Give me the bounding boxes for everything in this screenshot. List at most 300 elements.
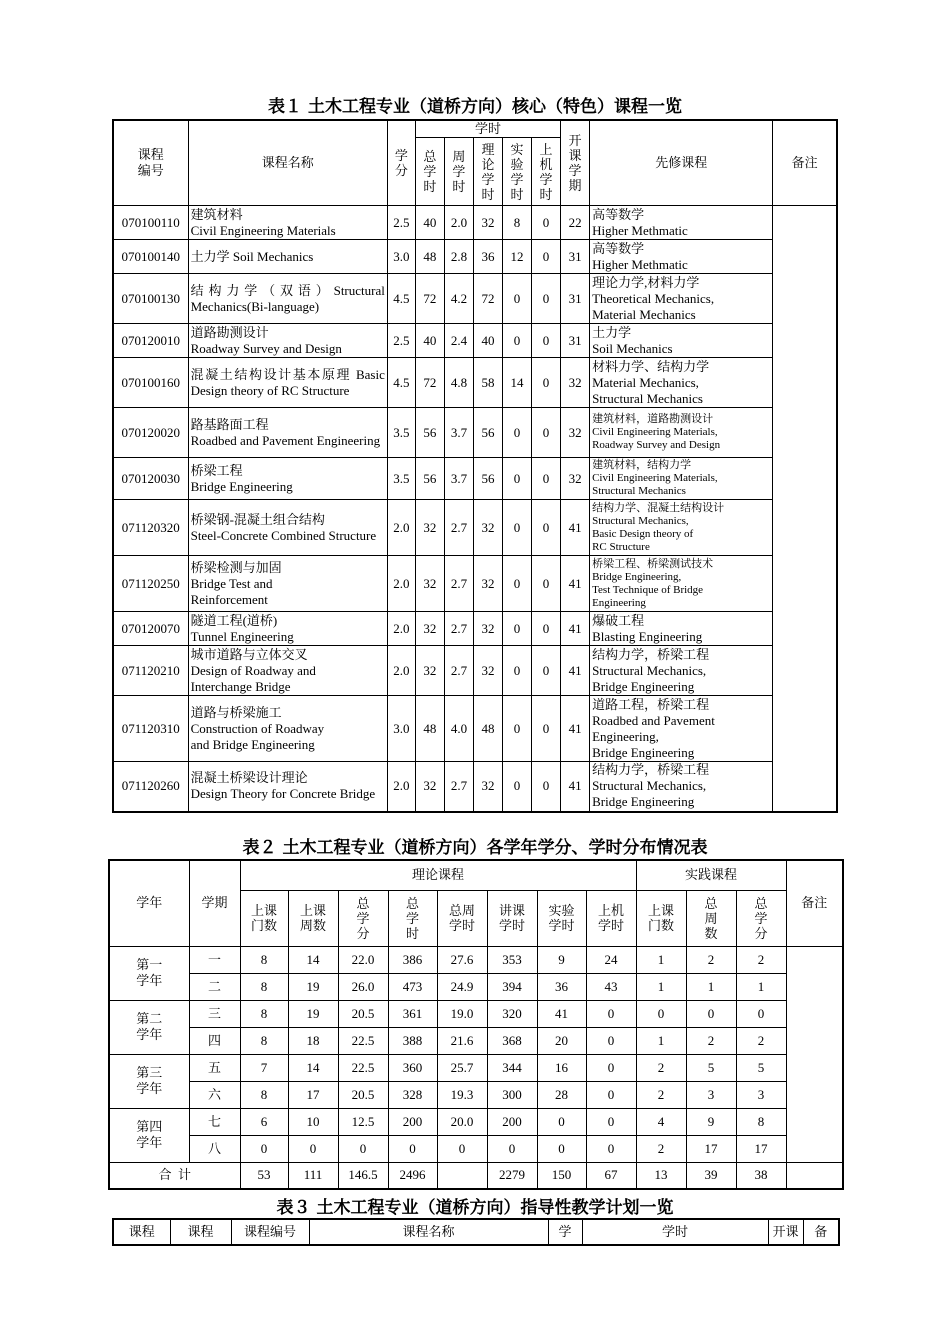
course-weekly: 4.8 [444,358,473,408]
col-term-header: 开 课 学 期 [561,120,590,206]
course-term: 41 [561,696,590,762]
course-credit: 2.0 [387,612,415,646]
course-lab: 8 [502,206,531,240]
course-lab: 0 [502,646,531,696]
course-lab: 0 [502,762,531,812]
course-theory: 58 [473,358,502,408]
course-term: 41 [561,762,590,812]
value-cell: 388 [388,1027,437,1054]
course-prereq: 土力学 Soil Mechanics [590,324,773,358]
value-cell: 5 [686,1054,736,1081]
remark-cell [773,206,837,812]
course-credit: 3.0 [387,240,415,274]
value-cell: 8 [240,946,288,973]
subcol-header: 总周 学时 [437,890,487,946]
course-code: 070100140 [113,240,188,274]
table3-title: 表３ 土木工程专业（道桥方向）指导性教学计划一览 [276,1198,674,1218]
term: 三 [189,1000,240,1027]
course-lab: 0 [502,408,531,458]
value-cell: 0 [388,1135,437,1162]
course-theory: 36 [473,240,502,274]
value-cell: 0 [586,1081,636,1108]
value-cell: 8 [240,1027,288,1054]
course-computer: 0 [532,458,561,500]
value-cell: 0 [338,1135,388,1162]
table-row [109,973,843,1000]
theory-group-header: 理论课程 [240,860,636,890]
total-value: 111 [288,1162,338,1189]
value-cell: 368 [487,1027,537,1054]
course-computer: 0 [532,612,561,646]
col-code-header: 课程 编号 [113,120,188,206]
value-cell: 19.0 [437,1000,487,1027]
value-cell: 0 [686,1000,736,1027]
plan-header: 课程名称 [309,1219,548,1245]
course-weekly: 3.7 [444,458,473,500]
value-cell: 20.5 [338,1000,388,1027]
course-lab: 0 [502,458,531,500]
value-cell: 0 [586,1027,636,1054]
school-year: 第四 学年 [109,1108,189,1162]
course-computer: 0 [532,240,561,274]
subcol-header: 实验 学时 [537,890,586,946]
course-term: 31 [561,240,590,274]
course-prereq: 建筑材料，结构力学 Civil Engineering Materials, Structural Mechanics [590,458,773,500]
subcol-header: 总 学 分 [338,890,388,946]
course-code: 070120070 [113,612,188,646]
course-computer: 0 [532,762,561,812]
course-code: 071120260 [113,762,188,812]
value-cell: 0 [586,1000,636,1027]
table-row [113,646,837,696]
value-cell: 20.0 [437,1108,487,1135]
course-credit: 2.0 [387,556,415,612]
value-cell: 353 [487,946,537,973]
course-computer: 0 [532,206,561,240]
table-row [113,696,837,762]
course-name: 隧道工程(道桥) Tunnel Engineering [188,612,387,646]
value-cell: 0 [437,1135,487,1162]
course-total: 32 [415,612,444,646]
table-row [109,1108,843,1135]
course-weekly: 2.7 [444,556,473,612]
course-theory: 32 [473,762,502,812]
table-row [113,408,837,458]
value-cell: 24.9 [437,973,487,1000]
total-value [437,1162,487,1189]
table-row [113,240,837,274]
col-weekly-header: 周 学 时 [444,138,473,206]
school-year: 第三 学年 [109,1054,189,1108]
course-total: 56 [415,408,444,458]
course-credit: 4.5 [387,358,415,408]
table-row [109,1000,843,1027]
course-weekly: 2.7 [444,500,473,556]
table-row [113,206,837,240]
col-remark-header: 备注 [773,120,837,206]
course-name: 桥梁检测与加固 Bridge Test and Reinforcement [188,556,387,612]
value-cell: 21.6 [437,1027,487,1054]
term: 六 [189,1081,240,1108]
value-cell: 17 [736,1135,786,1162]
course-prereq: 桥梁工程、桥梁测试技术 Bridge Engineering, Test Technique of Bridge Engineering [590,556,773,612]
value-cell: 300 [487,1081,537,1108]
course-theory: 56 [473,458,502,500]
value-cell: 200 [487,1108,537,1135]
value-cell: 17 [686,1135,736,1162]
plan-header: 课程编号 [231,1219,309,1245]
term: 八 [189,1135,240,1162]
value-cell: 28 [537,1081,586,1108]
course-name: 城市道路与立体交叉 Design of Roadway and Interchange Bridge [188,646,387,696]
course-prereq: 道路工程，桥梁工程 Roadbed and Pavement Engineering, Bridge Engineering [590,696,773,762]
course-credit: 2.0 [387,500,415,556]
course-theory: 32 [473,556,502,612]
course-credit: 3.0 [387,696,415,762]
course-term: 32 [561,458,590,500]
school-year: 第二 学年 [109,1000,189,1054]
course-prereq: 结构力学，桥梁工程 Structural Mechanics, Bridge Engineering [590,762,773,812]
table-row [109,946,843,973]
table-row [113,612,837,646]
course-lab: 0 [502,556,531,612]
value-cell: 394 [487,973,537,1000]
value-cell: 0 [736,1000,786,1027]
course-lab: 0 [502,612,531,646]
value-cell: 7 [240,1054,288,1081]
credit-distribution-table [108,859,844,1190]
value-cell: 9 [537,946,586,973]
empty-cell [786,1162,843,1189]
term: 一 [189,946,240,973]
value-cell: 328 [388,1081,437,1108]
table-row [109,1054,843,1081]
course-credit: 3.5 [387,408,415,458]
course-name: 建筑材料 Civil Engineering Materials [188,206,387,240]
total-value: 38 [736,1162,786,1189]
value-cell: 0 [586,1108,636,1135]
course-computer: 0 [532,500,561,556]
course-code: 071120210 [113,646,188,696]
table-row [113,458,837,500]
course-prereq: 材料力学、结构力学 Material Mechanics, Structural Mechanics [590,358,773,408]
course-computer: 0 [532,646,561,696]
course-code: 070100160 [113,358,188,408]
value-cell: 1 [736,973,786,1000]
teaching-plan-table [112,1218,840,1246]
course-term: 22 [561,206,590,240]
course-prereq: 高等数学 Higher Methmatic [590,206,773,240]
value-cell: 19 [288,973,338,1000]
value-cell: 41 [537,1000,586,1027]
practice-group-header: 实践课程 [636,860,786,890]
col-name-header: 课程名称 [188,120,387,206]
value-cell: 25.7 [437,1054,487,1081]
course-name: 结构力学（双语）Structural Mechanics(Bi-language) [188,274,387,324]
course-weekly: 4.0 [444,696,473,762]
value-cell: 16 [537,1054,586,1081]
col-year-header: 学年 [109,860,189,946]
plan-header: 课程 [113,1219,170,1245]
course-weekly: 2.7 [444,646,473,696]
course-code: 070120010 [113,324,188,358]
value-cell: 2 [636,1054,686,1081]
col-lab-header: 实 验 学 时 [502,138,531,206]
subcol-header: 上课 门数 [636,890,686,946]
value-cell: 0 [586,1054,636,1081]
course-credit: 2.5 [387,206,415,240]
value-cell: 27.6 [437,946,487,973]
subcol-header: 总 学 时 [388,890,437,946]
value-cell: 22.5 [338,1054,388,1081]
value-cell: 320 [487,1000,537,1027]
value-cell: 0 [487,1135,537,1162]
col-credit-header: 学 分 [387,120,415,206]
col-term-header: 学期 [189,860,240,946]
value-cell: 5 [736,1054,786,1081]
value-cell: 36 [537,973,586,1000]
value-cell: 1 [636,1027,686,1054]
value-cell: 19.3 [437,1081,487,1108]
course-name: 混凝土桥梁设计理论 Design Theory for Concrete Bridge [188,762,387,812]
total-value: 2496 [388,1162,437,1189]
col-prereq-header: 先修课程 [590,120,773,206]
total-value: 39 [686,1162,736,1189]
course-credit: 2.5 [387,324,415,358]
value-cell: 4 [636,1108,686,1135]
course-prereq: 爆破工程 Blasting Engineering [590,612,773,646]
value-cell: 0 [537,1135,586,1162]
table-row [109,1027,843,1054]
plan-header: 学 [548,1219,582,1245]
table-row [113,762,837,812]
value-cell: 0 [240,1135,288,1162]
col-total-header: 总 学 时 [415,138,444,206]
value-cell: 43 [586,973,636,1000]
course-total: 48 [415,240,444,274]
course-credit: 3.5 [387,458,415,500]
table-row [113,358,837,408]
value-cell: 473 [388,973,437,1000]
total-value: 67 [586,1162,636,1189]
course-name: 道路勘测设计 Roadway Survey and Design [188,324,387,358]
course-credit: 2.0 [387,646,415,696]
table-row [113,556,837,612]
course-name: 道路与桥梁施工 Construction of Roadway and Bridge Engineering [188,696,387,762]
course-total: 40 [415,324,444,358]
course-theory: 32 [473,500,502,556]
course-term: 31 [561,274,590,324]
col-hours-header: 学时 [415,120,560,138]
term: 四 [189,1027,240,1054]
plan-header: 开课 [768,1219,803,1245]
course-code: 071120250 [113,556,188,612]
value-cell: 3 [736,1081,786,1108]
course-total: 72 [415,274,444,324]
course-theory: 32 [473,612,502,646]
value-cell: 14 [288,946,338,973]
course-name: 桥梁工程 Bridge Engineering [188,458,387,500]
value-cell: 2 [736,946,786,973]
course-name: 桥梁钢-混凝土组合结构 Steel-Concrete Combined Structure [188,500,387,556]
total-value: 13 [636,1162,686,1189]
value-cell: 8 [736,1108,786,1135]
subcol-header: 总 学 分 [736,890,786,946]
course-weekly: 2.7 [444,612,473,646]
value-cell: 22.5 [338,1027,388,1054]
total-value: 150 [537,1162,586,1189]
course-total: 32 [415,762,444,812]
value-cell: 3 [686,1081,736,1108]
course-term: 32 [561,408,590,458]
table-row [113,500,837,556]
col-computer-header: 上 机 学 时 [532,138,561,206]
value-cell: 360 [388,1054,437,1081]
course-total: 32 [415,556,444,612]
course-computer: 0 [532,556,561,612]
table1-title: 表１ 土木工程专业（道桥方向）核心（特色）课程一览 [268,97,682,117]
course-credit: 4.5 [387,274,415,324]
value-cell: 386 [388,946,437,973]
course-lab: 12 [502,240,531,274]
value-cell: 9 [686,1108,736,1135]
value-cell: 0 [288,1135,338,1162]
subcol-header: 总 周 数 [686,890,736,946]
remark-cell [786,946,843,1162]
course-computer: 0 [532,408,561,458]
total-value: 2279 [487,1162,537,1189]
course-total: 32 [415,500,444,556]
course-theory: 32 [473,206,502,240]
value-cell: 2 [686,946,736,973]
value-cell: 0 [636,1000,686,1027]
course-theory: 40 [473,324,502,358]
value-cell: 17 [288,1081,338,1108]
value-cell: 26.0 [338,973,388,1000]
value-cell: 20 [537,1027,586,1054]
term: 七 [189,1108,240,1135]
value-cell: 1 [636,973,686,1000]
value-cell: 22.0 [338,946,388,973]
table-row [109,1081,843,1108]
plan-header: 备 [803,1219,839,1245]
table-row [109,1135,843,1162]
value-cell: 0 [586,1135,636,1162]
subcol-header: 上机 学时 [586,890,636,946]
term: 二 [189,973,240,1000]
course-lab: 14 [502,358,531,408]
course-total: 72 [415,358,444,408]
course-code: 070120030 [113,458,188,500]
table2-title: 表２ 土木工程专业（道桥方向）各学年学分、学时分布情况表 [242,838,708,858]
col-theory-header: 理 论 学 时 [473,138,502,206]
course-code: 071120320 [113,500,188,556]
course-total: 32 [415,646,444,696]
course-total: 48 [415,696,444,762]
subcol-header: 上课 门数 [240,890,288,946]
course-name: 混凝土结构设计基本原理 Basic Design theory of RC Structure [188,358,387,408]
course-code: 070100130 [113,274,188,324]
value-cell: 200 [388,1108,437,1135]
course-weekly: 4.2 [444,274,473,324]
value-cell: 10 [288,1108,338,1135]
value-cell: 8 [240,1000,288,1027]
total-value: 53 [240,1162,288,1189]
course-prereq: 理论力学,材料力学 Theoretical Mechanics, Material Mechanics [590,274,773,324]
course-total: 40 [415,206,444,240]
course-lab: 0 [502,500,531,556]
value-cell: 1 [686,973,736,1000]
course-lab: 0 [502,696,531,762]
value-cell: 8 [240,1081,288,1108]
course-name: 路基路面工程 Roadbed and Pavement Engineering [188,408,387,458]
total-value: 146.5 [338,1162,388,1189]
value-cell: 14 [288,1054,338,1081]
term: 五 [189,1054,240,1081]
course-theory: 32 [473,646,502,696]
course-lab: 0 [502,324,531,358]
course-prereq: 结构力学，桥梁工程 Structural Mechanics, Bridge Engineering [590,646,773,696]
course-code: 070120020 [113,408,188,458]
course-prereq: 高等数学 Higher Methmatic [590,240,773,274]
course-total: 56 [415,458,444,500]
course-term: 31 [561,324,590,358]
value-cell: 2 [636,1081,686,1108]
course-weekly: 2.8 [444,240,473,274]
course-weekly: 3.7 [444,408,473,458]
course-prereq: 建筑材料，道路勘测设计 Civil Engineering Materials, Roadway Survey and Design [590,408,773,458]
value-cell: 2 [736,1027,786,1054]
course-code: 070100110 [113,206,188,240]
value-cell: 2 [636,1135,686,1162]
value-cell: 18 [288,1027,338,1054]
course-weekly: 2.0 [444,206,473,240]
value-cell: 12.5 [338,1108,388,1135]
total-label: 合 计 [109,1162,240,1189]
col-remark-header: 备注 [786,860,843,946]
plan-header: 学时 [582,1219,768,1245]
value-cell: 20.5 [338,1081,388,1108]
value-cell: 2 [686,1027,736,1054]
course-term: 41 [561,500,590,556]
value-cell: 361 [388,1000,437,1027]
course-prereq: 结构力学、混凝土结构设计 Structural Mechanics, Basic Design theory of RC Structure [590,500,773,556]
course-weekly: 2.4 [444,324,473,358]
course-term: 41 [561,646,590,696]
school-year: 第一 学年 [109,946,189,1000]
course-theory: 48 [473,696,502,762]
course-theory: 56 [473,408,502,458]
value-cell: 1 [636,946,686,973]
value-cell: 344 [487,1054,537,1081]
value-cell: 24 [586,946,636,973]
table-row [113,274,837,324]
course-term: 32 [561,358,590,408]
course-credit: 2.0 [387,762,415,812]
course-computer: 0 [532,274,561,324]
value-cell: 8 [240,973,288,1000]
total-row [109,1162,843,1189]
course-term: 41 [561,612,590,646]
plan-header: 课程 [170,1219,231,1245]
subcol-header: 上课 周数 [288,890,338,946]
value-cell: 0 [537,1108,586,1135]
course-computer: 0 [532,358,561,408]
course-lab: 0 [502,274,531,324]
core-courses-table [112,119,838,813]
value-cell: 19 [288,1000,338,1027]
course-theory: 72 [473,274,502,324]
